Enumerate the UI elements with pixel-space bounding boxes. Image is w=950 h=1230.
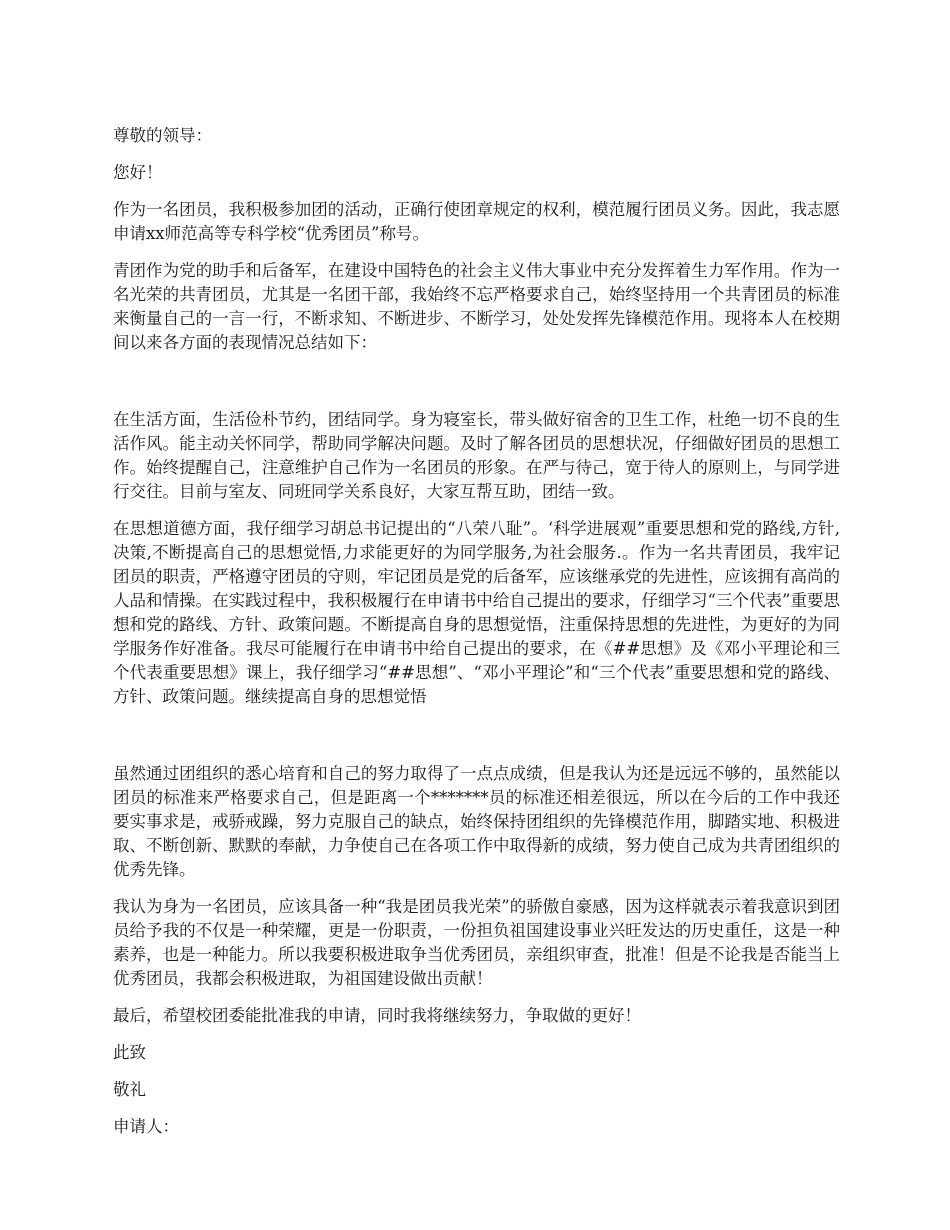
closing-salute: 敬礼 [113, 1080, 146, 1099]
paragraph-conclusion: 最后，希望校团委能批准我的申请，同时我将继续努力，争取做的更好！ [113, 1006, 641, 1025]
blank-line [113, 722, 840, 762]
signature-label: 申请人： [113, 1117, 179, 1136]
closing-regards: 此致 [113, 1043, 146, 1062]
blank-line [113, 368, 840, 408]
paragraph-reflection: 虽然通过团组织的悉心培育和自己的努力取得了一点点成绩，但是我认为还是远远不够的，虽然能以团员的标准来严格要求自己，但是距离一个*******员的标准还相差很远，所以在今后的工作中我还要实事求是，戒骄戒躁，努力克服自己的缺点，始终保持团组织的先锋模范作用，脚踏实地、积极进取、不断创新、默默的奉献，力争使自己在各项工作中取得新的成绩，努力使自己成为共青团组织的优秀先锋。 [113, 764, 840, 879]
salutation: 尊敬的领导： [113, 126, 212, 145]
letter-body [113, 124, 840, 1152]
paragraph-overview: 青团作为党的助手和后备军，在建设中国特色的社会主义伟大事业中充分发挥着生力军作用。作为一名光荣的共青团员，尤其是一名团干部，我始终不忘严格要求自己，始终坚持用一个共青团员的标准来衡量自己的一言一行，不断求知、不断进步、不断学习，处处发挥先锋模范作用。现将本人在校期间以来各方面的表现情况总结如下： [113, 261, 840, 352]
greeting: 您好！ [113, 163, 163, 182]
paragraph-life: 在生活方面，生活俭朴节约，团结同学。身为寝室长，带头做好宿舍的卫生工作，杜绝一切不良的生活作风。能主动关怀同学，帮助同学解决问题。及时了解各团员的思想状况，仔细做好团员的思想工作。始终提醒自己，注意维护自己作为一名团员的形象。在严与待己，宽于待人的原则上，与同学进行交往。目前与室友、同班同学关系良好，大家互帮互助，团结一致。 [113, 410, 840, 501]
paragraph-ideology: 在思想道德方面，我仔细学习胡总书记提出的“八荣八耻”。‘科学进展观”重要思想和党的路线,方针,决策,不断提高自己的思想觉悟,力求能更好的为同学服务,为社会服务.。作为一名共青团员，我牢记团员的职责，严格遵守团员的守则，牢记团员是党的后备军，应该继承党的先进性，应该拥有高尚的人品和情操。在实践过程中，我积极履行在申请书中给自己提出的要求，仔细学习“三个代表”重要思想和党的路线、方针、政策问题。不断提高自身的思想觉悟，注重保持思想的先进性，为更好的为同学服务作好准备。我尽可能履行在申请书中给自己提出的要求，在《##思想》及《邓小平理论和三个代表重要思想》课上，我仔细学习“##思想”、“邓小平理论”和“三个代表”重要思想和党的路线、方针、政策问题。继续提高自身的思想觉悟 [113, 519, 840, 706]
paragraph-pride: 我认为身为一名团员，应该具备一种“我是团员我光荣”的骄傲自豪感，因为这样就表示着我意识到团员给予我的不仅是一种荣耀，更是一份职责，一份担负祖国建设事业兴旺发达的历史重任，这是一种素养，也是一种能力。所以我要积极进取争当优秀团员，亲组织审查，批准！但是不论我是否能当上优秀团员，我都会积极进取，为祖国建设做出贡献！ [113, 897, 840, 988]
paragraph-intro: 作为一名团员，我积极参加团的活动，正确行使团章规定的权利，模范履行团员义务。因此，我志愿申请xx师范高等专科学校“优秀团员”称号。 [113, 200, 840, 243]
